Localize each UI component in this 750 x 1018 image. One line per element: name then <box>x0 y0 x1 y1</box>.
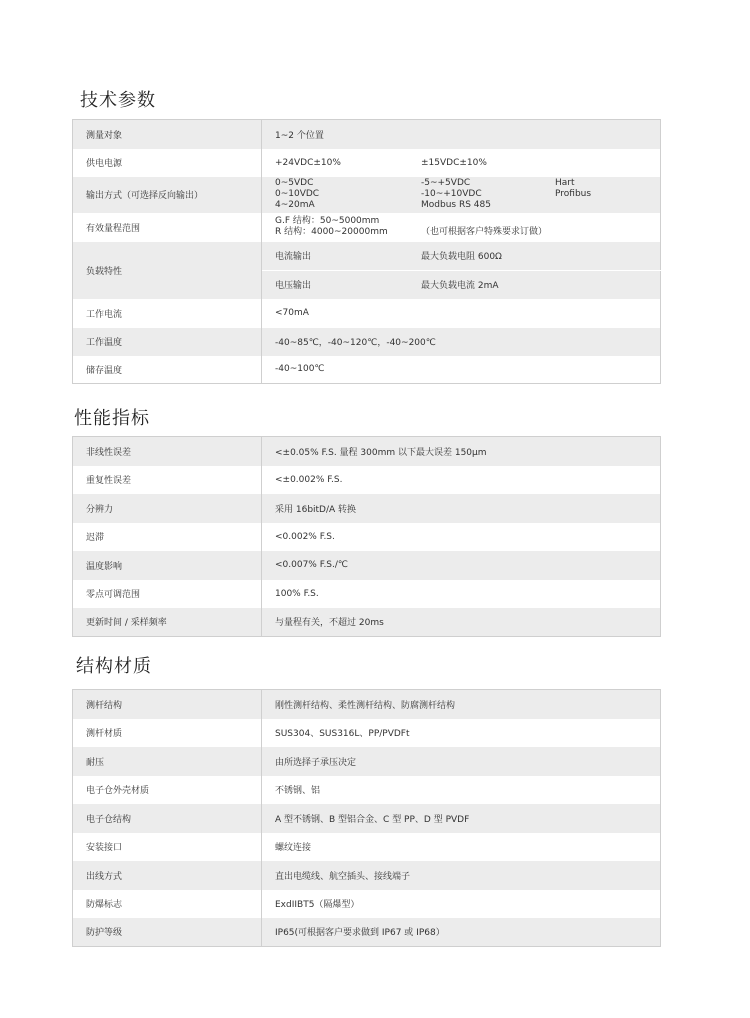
row-label: 零点可调范围 <box>73 580 262 608</box>
table-row <box>73 690 661 719</box>
row-value: +24VDC±10% <box>275 157 341 168</box>
row-value: <±0.002% F.S. <box>262 466 661 494</box>
row-value: 刚性测杆结构、柔性测杆结构、防腐测杆结构 <box>262 690 661 719</box>
row-value: <±0.05% F.S. 量程 300mm 以下最大误差 150μm <box>262 437 661 466</box>
row-value: SUS304、SUS316L、PP/PVDFt <box>262 719 661 747</box>
row-value: A 型不锈钢、B 型铝合金、C 型 PP、D 型 PVDF <box>262 804 661 833</box>
row-label: 测杆结构 <box>73 690 262 719</box>
row-value: 螺纹连接 <box>262 833 661 861</box>
row-value: <0.002% F.S. <box>262 523 661 551</box>
table-row <box>73 890 661 918</box>
row-value: 采用 16bitD/A 转换 <box>262 494 661 523</box>
range-note: （也可根据客户特殊要求订做） <box>421 227 548 237</box>
output-option: -5~+5VDC <box>421 178 471 188</box>
table-row <box>73 719 661 747</box>
range-value: R 结构：4000~20000mm <box>275 227 388 237</box>
row-value: <70mA <box>262 299 661 328</box>
load-value: 最大负载电流 2mA <box>421 281 499 292</box>
row-value: ±15VDC±10% <box>421 157 487 168</box>
output-option: 4~20mA <box>275 200 315 210</box>
row-label: 测量对象 <box>73 120 262 149</box>
row-label: 测杆材质 <box>73 719 262 747</box>
table-row <box>73 466 661 494</box>
output-option: Modbus RS 485 <box>421 200 491 210</box>
table-row <box>73 213 661 242</box>
table-row <box>73 494 661 523</box>
row-label: 防护等级 <box>73 918 262 947</box>
row-label: 重复性误差 <box>73 466 262 494</box>
table-row <box>73 747 661 776</box>
row-label: 出线方式 <box>73 861 262 890</box>
row-value: IP65(可根据客户要求做到 IP67 或 IP68） <box>262 918 661 947</box>
section-title-struct: 结构材质 <box>76 656 152 677</box>
output-option: 0~10VDC <box>275 189 320 199</box>
row-label: 供电电源 <box>73 149 262 177</box>
row-label: 迟滞 <box>73 523 262 551</box>
table-row <box>73 356 661 384</box>
row-label: 耐压 <box>73 747 262 776</box>
row-label: 输出方式（可选择反向输出） <box>73 177 262 213</box>
row-label: 更新时间 / 采样频率 <box>73 608 262 637</box>
table-row <box>73 177 661 213</box>
row-value: 100% F.S. <box>262 580 661 608</box>
load-value: 最大负载电阻 600Ω <box>421 252 502 263</box>
output-option: Hart <box>555 178 575 188</box>
row-label: 有效量程范围 <box>73 213 262 242</box>
section-title-tech: 技术参数 <box>80 90 156 111</box>
output-option: 0~5VDC <box>275 178 314 188</box>
row-label: 防爆标志 <box>73 890 262 918</box>
table-row <box>73 833 661 861</box>
row-value: -40~100℃ <box>262 356 661 384</box>
tech-spec-table <box>72 119 661 384</box>
row-value: 与量程有关，不超过 20ms <box>262 608 661 637</box>
table-row <box>73 918 661 947</box>
row-label: 电子仓结构 <box>73 804 262 833</box>
load-type: 电压输出 <box>275 281 312 292</box>
table-row <box>73 242 661 271</box>
table-row <box>73 328 661 356</box>
row-label: 工作温度 <box>73 328 262 356</box>
row-value: ExdIIBT5（隔爆型） <box>262 890 661 918</box>
row-label: 非线性误差 <box>73 437 262 466</box>
row-value: 1~2 个位置 <box>262 120 661 149</box>
row-value: -40~85℃，-40~120℃，-40~200℃ <box>262 328 661 356</box>
row-label: 储存温度 <box>73 356 262 384</box>
row-label: 安装接口 <box>73 833 262 861</box>
row-value: <0.007% F.S./℃ <box>262 551 661 580</box>
table-row <box>73 551 661 580</box>
table-row <box>73 861 661 890</box>
row-label: 工作电流 <box>73 299 262 328</box>
table-row <box>73 149 661 177</box>
table-row <box>73 120 661 149</box>
row-label: 分辨力 <box>73 494 262 523</box>
table-row <box>73 608 661 637</box>
range-value: G.F 结构：50~5000mm <box>275 216 380 226</box>
output-option: Profibus <box>555 189 592 199</box>
struct-spec-table <box>72 689 661 947</box>
perf-spec-table <box>72 436 661 637</box>
table-row <box>73 299 661 328</box>
section-title-perf: 性能指标 <box>74 408 150 429</box>
row-label: 负载特性 <box>73 242 262 299</box>
row-label: 电子仓外壳材质 <box>73 776 262 804</box>
row-value: 直出电缆线、航空插头、接线端子 <box>262 861 661 890</box>
table-row <box>73 804 661 833</box>
table-row <box>73 437 661 466</box>
table-row <box>73 776 661 804</box>
row-value: 不锈钢、铝 <box>262 776 661 804</box>
load-type: 电流输出 <box>275 252 312 263</box>
row-label: 温度影响 <box>73 551 262 580</box>
table-row <box>73 523 661 551</box>
output-option: -10~+10VDC <box>421 189 482 199</box>
table-row <box>73 580 661 608</box>
row-value: 由所选择子承压决定 <box>262 747 661 776</box>
